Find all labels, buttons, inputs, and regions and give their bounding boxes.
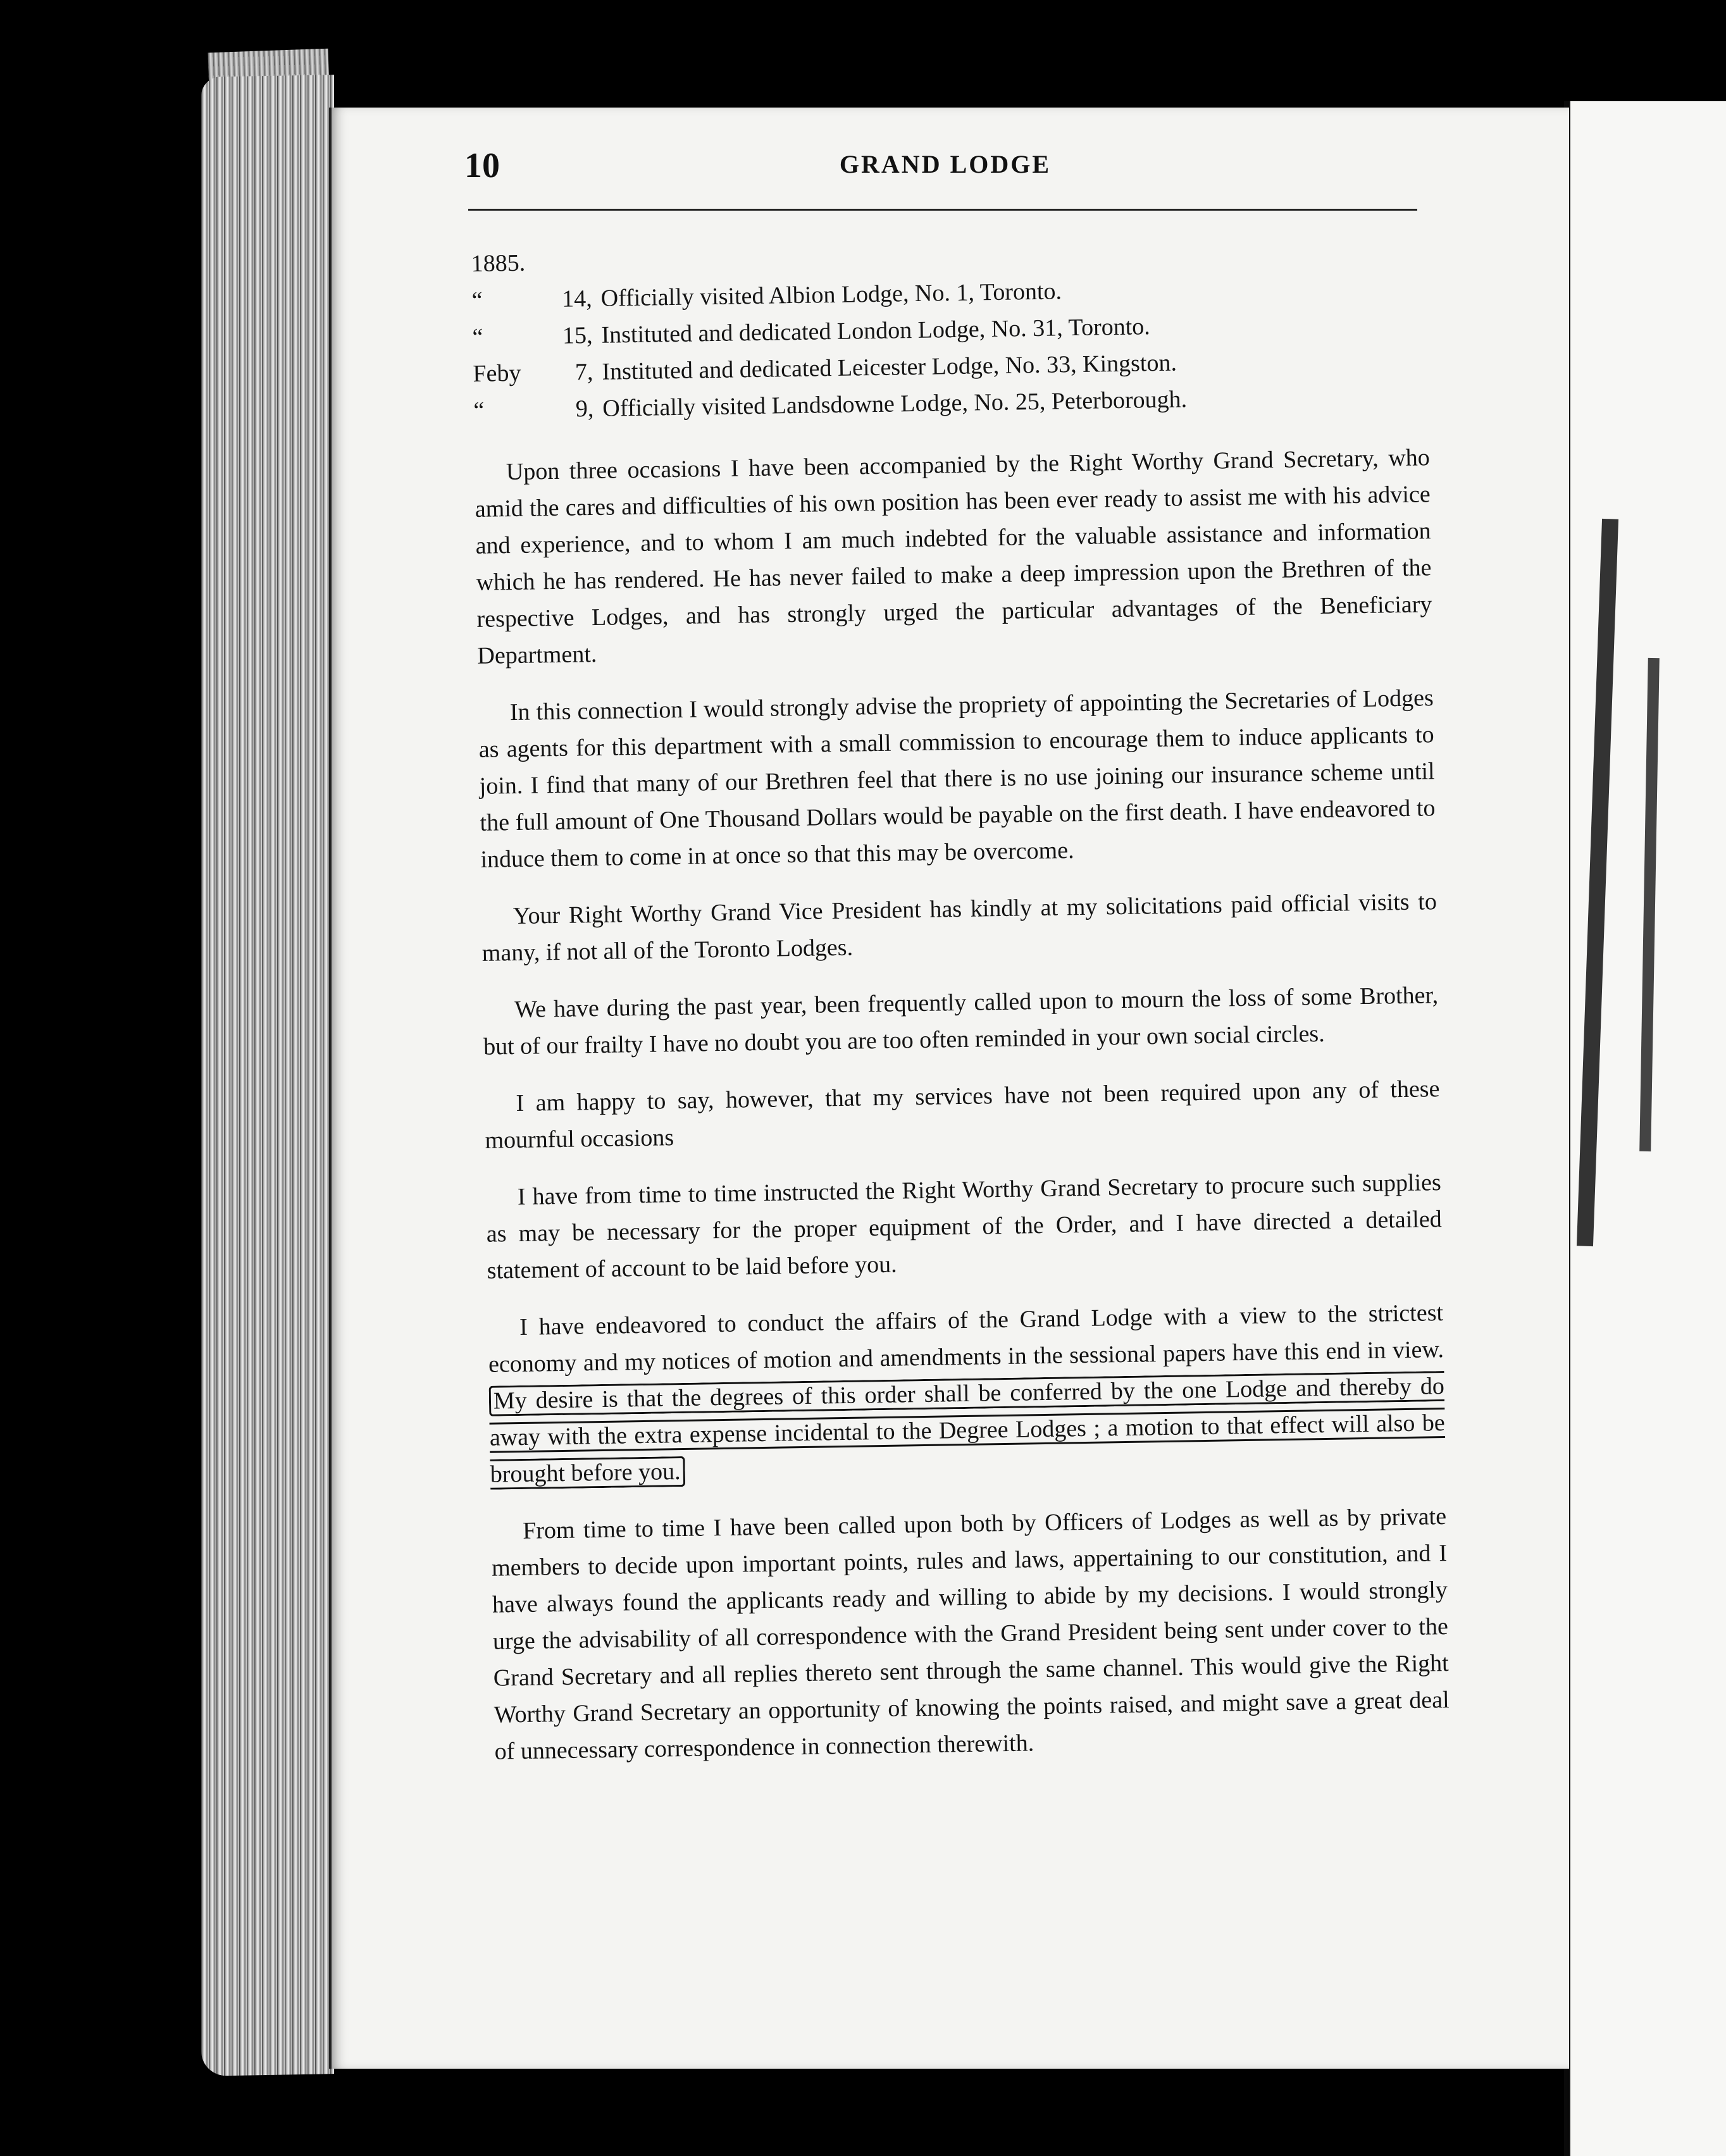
entry-text: Instituted and dedicated Leicester Lodge, No. 33, Kingston. xyxy=(602,349,1177,385)
entry-month: “ xyxy=(473,397,485,424)
entry-text: Officially visited Landsdowne Lodge, No. 25, Peterborough. xyxy=(602,386,1188,422)
entry-month: “ xyxy=(472,323,483,350)
paragraph-secretary: Upon three occasions I have been accompanied by the Right Worthy Grand Secretary, who amid the cares and difficulties of his own position has been ever ready to assist me with his advice and experience, and to whom I am much indebted for the valuable assistance and information which he has rendered. He has never failed to make a deep impression upon the Brethren of the respective Lodges, and has strongly urged the particular advantages of the Beneficiary Department. xyxy=(475,444,1432,669)
book-page xyxy=(329,108,1569,2069)
book-page-edges xyxy=(201,75,334,2076)
entry-month: Feby xyxy=(473,359,521,387)
paragraph-supplies: I have from time to time instructed the Right Worthy Grand Secretary to procure such supplies as may be necessary for the proper equipment of the Order, and I have directed a detailed statement of account to be laid before you. xyxy=(486,1169,1442,1284)
paragraph-economy xyxy=(488,1294,1446,1493)
entry-day: 15, xyxy=(562,321,593,349)
paragraph-vice-president: Your Right Worthy Grand Vice President has kindly at my solicitations paid official visits to many, if not all of the Toronto Lodges. xyxy=(481,888,1437,967)
entry-day: 7, xyxy=(574,358,593,386)
paragraph-agents: In this connection I would strongly advise the propriety of appointing the Secretaries of Lodges as agents for this department with a small commission to encourage them to induce applicants to join. I find that many of our Brethren feel that there is no use joining our insurance scheme until the full amount of One Thousand Dollars would be payable on the first death. I have endeavored to induce them to come in at once so that this may be overcome. xyxy=(478,685,1436,873)
running-head: GRAND LODGE xyxy=(839,150,1052,178)
paragraph-economy-text: I have endeavored to conduct the affairs of the Grand Lodge with a view to the strictest economy and my notices of motion and amendments in the sessional papers have this end in view. xyxy=(488,1299,1444,1378)
visit-entries xyxy=(471,267,1429,429)
page-header xyxy=(464,146,1426,209)
paragraph-correspondence: From time to time I have been called upon both by Officers of Lodges as well as by private members to decide upon important points, rules and laws, appertaining to our constitution, and I have always found the applicants ready and willing to abide by my decisions. I would strongly urge the advisability of all correspondence with the Grand President being sent under cover to the Grand Secretary and all replies thereto sent through the same channel. This would give the Right Worthy Grand Secretary an opportunity of knowing the points raised, and might save a great deal of unnecessary correspondence in connection therewith. xyxy=(491,1503,1450,1765)
entry-text: Instituted and dedicated London Lodge, No. 31, Toronto. xyxy=(601,313,1151,349)
page-body xyxy=(471,219,1450,1769)
entry-day: 14, xyxy=(561,285,592,313)
marked-passage: My desire is that the degrees of this order shall be conferred by the one Lodge and thereby do away with the extra expense incidental to the Degree Lodges ; a motion to that effect will also be brought before you. xyxy=(489,1371,1445,1490)
entry-day: 9, xyxy=(575,395,594,423)
entry-month: “ xyxy=(471,287,483,314)
entries-year: 1885. xyxy=(471,249,526,277)
entry-text: Officially visited Albion Lodge, No. 1, Toronto. xyxy=(600,278,1062,312)
paragraph-services: I am happy to say, however, that my services have not been required upon any of these mournful occasions xyxy=(485,1075,1440,1154)
paragraph-mourning: We have during the past year, been frequently called upon to mourn the loss of some Brother, but of our frailty I have no doubt you are too often reminded in your own social circles. xyxy=(483,982,1439,1060)
page-number: 10 xyxy=(464,146,500,185)
header-rule xyxy=(468,209,1417,211)
